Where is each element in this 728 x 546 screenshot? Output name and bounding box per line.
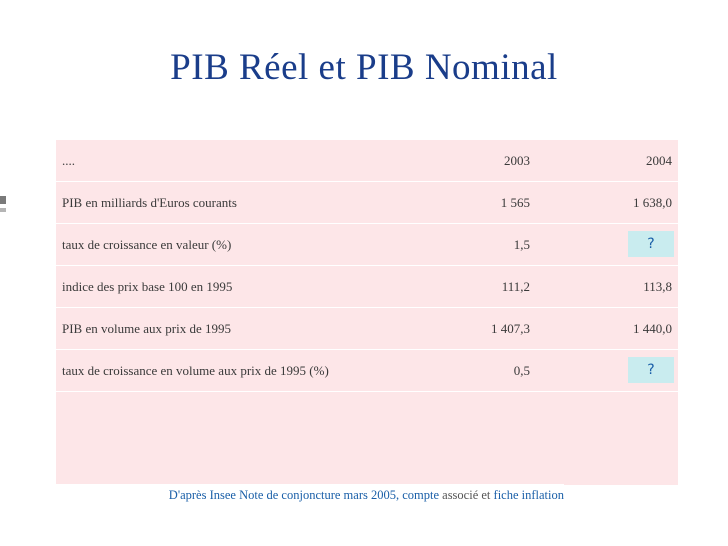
value-2003: 111,2 [501,279,530,294]
question-mark-box: ? [628,357,674,383]
value-2004: 1 440,0 [633,321,672,336]
value-2003: 0,5 [513,363,530,378]
slide-title: PIB Réel et PIB Nominal [170,47,558,88]
value-2003: 1 407,3 [491,321,530,336]
question-mark-box: ? [628,231,674,257]
value-2004: 113,8 [643,279,672,294]
value-2003: 2003 [504,153,530,168]
table-row [56,350,678,392]
source-text: associé [442,488,479,502]
table-row [56,140,678,182]
value-2004: 2004 [646,153,672,168]
row-label: indice des prix base 100 en 1995 [62,279,233,294]
source-link[interactable]: D'après Insee Note de conjoncture mars 2005, compte [168,488,440,502]
table-row [56,308,678,350]
table-row [56,224,678,266]
source-text: et [481,488,491,502]
row-label: taux de croissance en volume aux prix de 1995 (%) [62,363,329,378]
edge-mark [0,196,6,204]
row-label: .... [62,153,75,168]
fiche-inflation-link[interactable]: fiche inflation [493,488,564,502]
value-2004: 1 638,0 [633,195,672,210]
data-table [56,140,678,485]
row-label: PIB en volume aux prix de 1995 [62,321,231,336]
value-2003: 1,5 [513,237,530,252]
edge-mark [0,208,6,212]
source-note [56,484,564,506]
table-row [56,266,678,308]
row-label: taux de croissance en valeur (%) [62,237,232,252]
value-2003: 1 565 [500,195,530,210]
row-label: PIB en milliards d'Euros courants [62,195,237,210]
table-row [56,182,678,224]
